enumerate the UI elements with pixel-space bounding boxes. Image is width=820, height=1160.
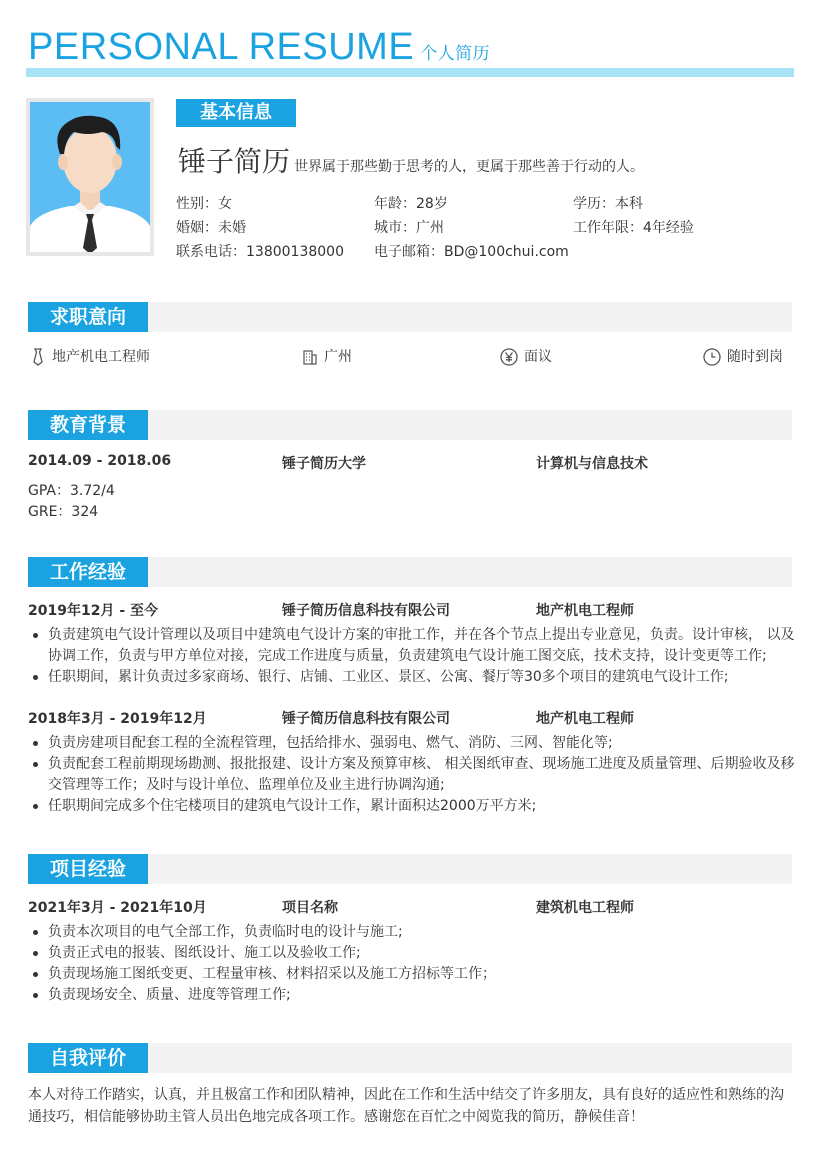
project-name: 项目名称 bbox=[282, 900, 338, 916]
list-item: 任职期间完成多个住宅楼项目的建筑电气设计工作，累计面积达2000万平方米; bbox=[28, 796, 796, 817]
project-role: 建筑机电工程师 bbox=[536, 900, 634, 916]
list-item: 负责配套工程前期现场勘测、报批报建、设计方案及预算审核、 相关图纸审查、现场施工进度及质量管理、后期验收及移交管理等工作；及时与设计单位、监理单位及业主进行协调沟通; bbox=[28, 754, 796, 796]
info-email: 电子邮箱：BD@100chui.com bbox=[374, 244, 569, 260]
candidate-name-text: 锤子简历 bbox=[178, 145, 291, 178]
intention-availability bbox=[703, 346, 783, 368]
list-item: 负责正式电的报装、图纸设计、施工以及验收工作; bbox=[28, 943, 796, 964]
self-eval-section-title: 自我评价 bbox=[28, 1043, 148, 1073]
info-years: 工作年限：4年经验 bbox=[573, 220, 694, 236]
avatar bbox=[26, 98, 154, 256]
list-item: 负责建筑电气设计管理以及项目中建筑电气设计方案的审批工作，并在各个节点上提出专业意见，负责。设计审核， 以及协调工作，负责与甲方单位对接，完成工作进度与质量，负责建筑电气设计施工图交底，技术支持，设计变更等工作; bbox=[28, 625, 796, 667]
candidate-name bbox=[178, 140, 644, 180]
motto: 世界属于那些勤于思考的人，更属于那些善于行动的人。 bbox=[294, 159, 645, 175]
info-age: 年龄：28岁 bbox=[374, 196, 448, 212]
info-gender: 性别：女 bbox=[176, 196, 232, 212]
list-item: 任职期间，累计负责过多家商场、银行、店铺、工业区、景区、公寓、餐厅等30多个项目的建筑电气设计工作; bbox=[28, 667, 796, 688]
building-icon bbox=[302, 349, 318, 365]
intention-city-text: 广州 bbox=[324, 349, 352, 365]
person-illustration bbox=[30, 102, 150, 252]
job-1-period: 2019年12月 - 至今 bbox=[28, 603, 159, 619]
avatar-image bbox=[30, 102, 150, 252]
header-divider bbox=[26, 68, 794, 77]
list-item: 负责房建项目配套工程的全流程管理，包括给排水、强弱电、燃气、消防、三网、智能化等; bbox=[28, 733, 796, 754]
yen-icon bbox=[500, 348, 518, 366]
education-school: 锤子简历大学 bbox=[282, 456, 366, 472]
list-item: 负责本次项目的电气全部工作，负责临时电的设计与施工; bbox=[28, 922, 796, 943]
info-education: 学历：本科 bbox=[573, 196, 643, 212]
education-period: 2014.09 - 2018.06 bbox=[28, 453, 172, 469]
info-marital: 婚姻：未婚 bbox=[176, 220, 246, 236]
tie-icon bbox=[30, 348, 46, 366]
project-period: 2021年3月 - 2021年10月 bbox=[28, 900, 207, 916]
education-major: 计算机与信息技术 bbox=[536, 456, 648, 472]
job-1-role: 地产机电工程师 bbox=[536, 603, 634, 619]
intention-section-title: 求职意向 bbox=[28, 302, 148, 332]
work-section-title: 工作经验 bbox=[28, 557, 148, 587]
self-eval-text: 本人对待工作踏实，认真，并且极富工作和团队精神，因此在工作和生活中结交了许多朋友，具有良好的适应性和熟练的沟通技巧，相信能够协助主管人员出色地完成各项工作。感谢您在百忙之中阅览我的简历，静候佳音！ bbox=[28, 1087, 784, 1125]
list-item: 负责现场施工图纸变更、工程量审核、材料招采以及施工方招标等工作； bbox=[28, 964, 796, 985]
project-duties bbox=[28, 922, 796, 1006]
job-1-company: 锤子简历信息科技有限公司 bbox=[282, 603, 450, 619]
education-gre: GRE：324 bbox=[28, 504, 99, 520]
intention-salary-text: 面议 bbox=[524, 349, 552, 365]
intention-city bbox=[302, 346, 352, 368]
education-section-title: 教育背景 bbox=[28, 410, 148, 440]
job-2-role: 地产机电工程师 bbox=[536, 711, 634, 727]
resume-subtitle: 个人简历 bbox=[420, 44, 491, 64]
job-1-duties bbox=[28, 625, 796, 688]
resume-title-text: PERSONAL RESUME bbox=[28, 26, 415, 68]
basic-info-tag: 基本信息 bbox=[176, 99, 296, 127]
project-section-title: 项目经验 bbox=[28, 854, 148, 884]
list-item: 负责现场安全、质量、进度等管理工作; bbox=[28, 985, 796, 1006]
job-2-duties bbox=[28, 733, 796, 817]
intention-position-text: 地产机电工程师 bbox=[52, 349, 150, 365]
info-city: 城市：广州 bbox=[374, 220, 444, 236]
info-phone: 联系电话：13800138000 bbox=[176, 244, 344, 260]
clock-icon bbox=[703, 348, 721, 366]
job-2-period: 2018年3月 - 2019年12月 bbox=[28, 711, 207, 727]
resume-title bbox=[28, 26, 490, 69]
intention-salary bbox=[500, 346, 552, 368]
intention-position bbox=[30, 346, 150, 368]
job-2-company: 锤子简历信息科技有限公司 bbox=[282, 711, 450, 727]
intention-availability-text: 随时到岗 bbox=[727, 349, 783, 365]
education-gpa: GPA：3.72/4 bbox=[28, 483, 115, 499]
